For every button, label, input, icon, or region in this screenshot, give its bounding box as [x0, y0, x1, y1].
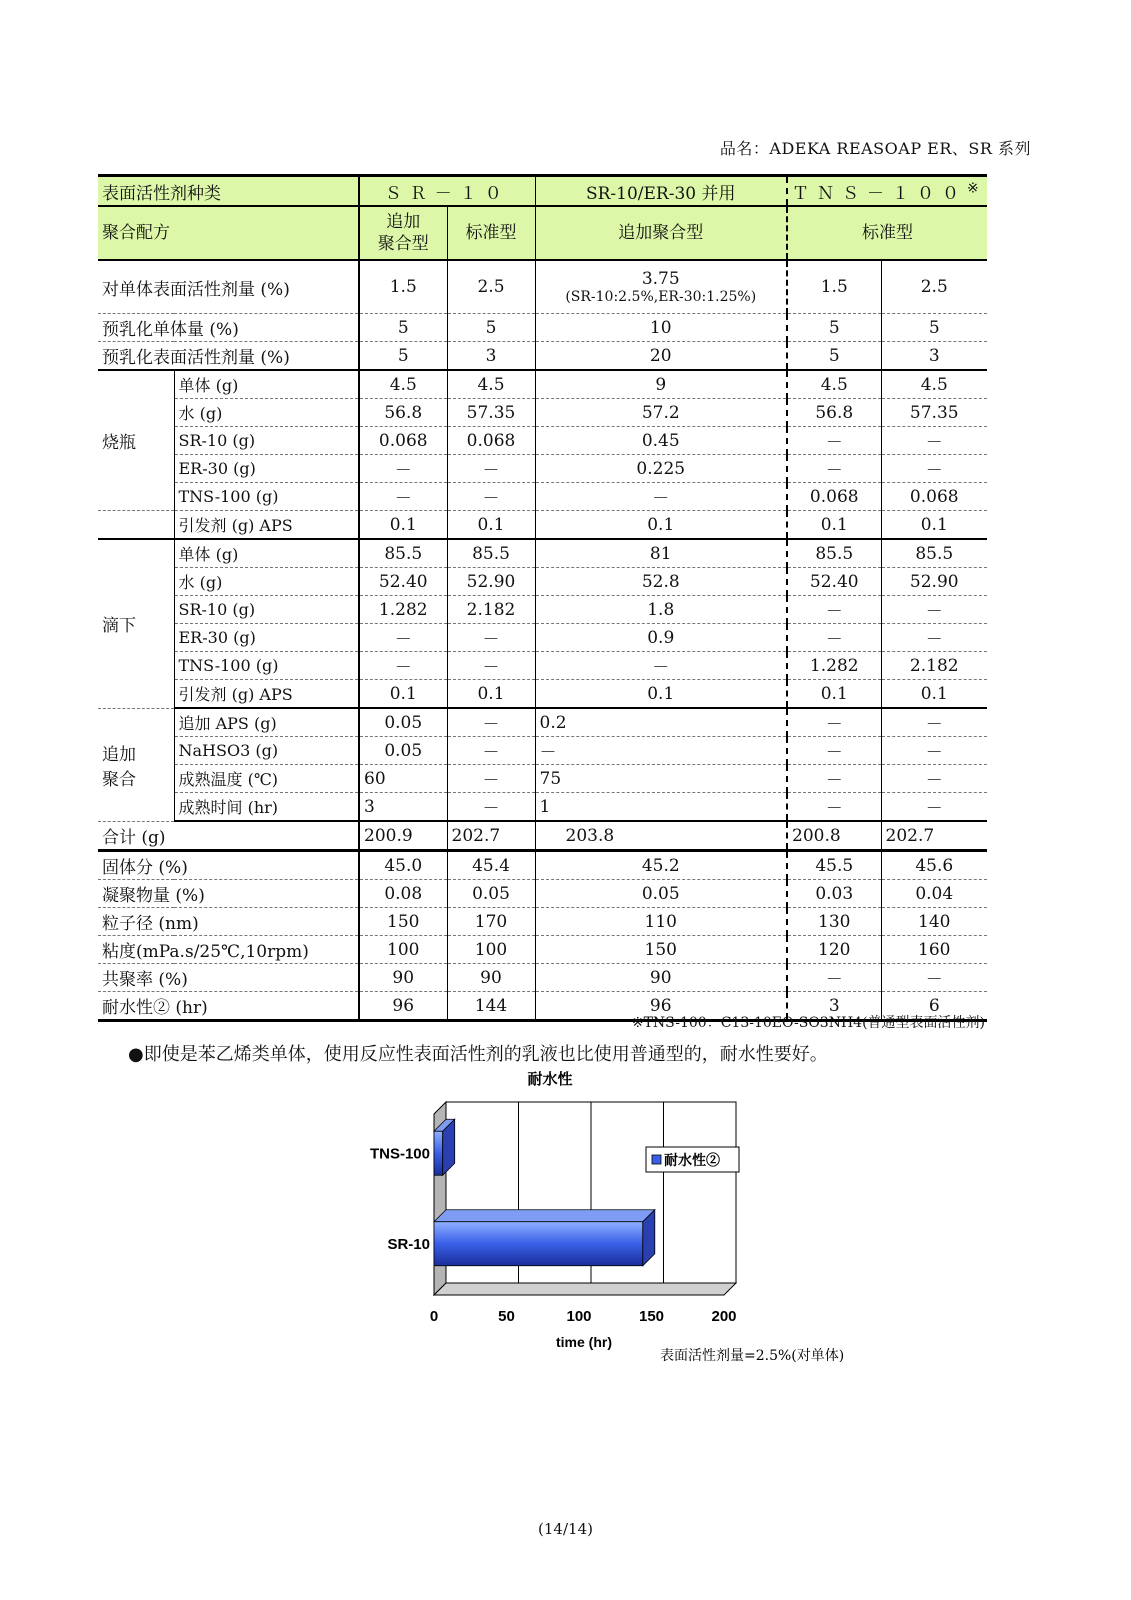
product-label: 品名：ADEKA REASOAP ER、SR 系列 [719, 139, 1031, 158]
bar-top [434, 1210, 655, 1222]
table-row: 烧瓶 单体 (g) 4.5 4.5 9 4.5 4.5 [98, 370, 987, 399]
table-row: ER-30 (g) － － 0.9 － － [98, 624, 987, 652]
chart-floor [434, 1283, 736, 1295]
header-tns-standard: 标准型 [787, 206, 987, 260]
table-row: TNS-100 (g) － － － 0.068 0.068 [98, 483, 987, 511]
legend [646, 1147, 739, 1172]
bullet-text: ●即使是苯乙烯类单体，使用反应性表面活性剂的乳液也比使用普通型的，耐水性要好。 [128, 1044, 828, 1065]
x-tick-label: 50 [498, 1308, 515, 1325]
table-row: 成熟时间 (hr) 3 － 1 － － [98, 793, 987, 822]
table-row: NaHSO3 (g) 0.05 － － － － [98, 737, 987, 765]
bar [434, 1131, 443, 1175]
table-row: 对单体表面活性剂量 (%) 1.5 2.5 3.75 (SR-10:2.5%,ER-30:1.25%) 1.5 2.5 [98, 260, 987, 314]
table-row: ER-30 (g) － － 0.225 － － [98, 455, 987, 483]
header-combo-add: 追加聚合型 [535, 206, 787, 260]
table-row: 水 (g) 52.40 52.90 52.8 52.40 52.90 [98, 568, 987, 596]
table-row: SR-10 (g) 1.282 2.182 1.8 － － [98, 596, 987, 624]
legend-label: 耐水性② [664, 1152, 720, 1168]
table-row: 耐水性② (hr) 96 144 96 3 6 [98, 992, 987, 1021]
footnote-mark: ※ [967, 179, 987, 196]
x-tick-label: 200 [711, 1308, 737, 1325]
table-row: 粒子径 (nm) 150 170 110 130 140 [98, 908, 987, 936]
header-add-poly: 追加 聚合型 [359, 206, 447, 260]
group-add-poly: 追加 聚合 [98, 708, 174, 821]
legend-swatch [652, 1155, 661, 1164]
total-row: 合计 (g) 200.9 202.7 203.8 200.8 202.7 [98, 821, 987, 851]
header-sr10: ＳＲ－１０ [359, 176, 535, 207]
chart-title: 耐水性 [527, 1071, 573, 1088]
table-row: 滴下 单体 (g) 85.5 85.5 81 85.5 85.5 [98, 539, 987, 568]
header-tns100: ＴＮＳ－１００※ [787, 176, 987, 207]
table-row: SR-10 (g) 0.068 0.068 0.45 － － [98, 427, 987, 455]
table-row: 引发剂 (g) APS 0.1 0.1 0.1 0.1 0.1 [98, 680, 987, 709]
table-row: 预乳化单体量 (%) 5 5 10 5 5 [98, 314, 987, 342]
header-combo: SR-10/ER-30 并用 [535, 176, 787, 207]
header-recipe-label: 聚合配方 [98, 206, 359, 260]
footnote: ※TNS-100：C13-10EO-SO3NH4(普通型表面活性剂) [631, 1015, 985, 1031]
plot-area [370, 1102, 737, 1325]
header-standard: 标准型 [447, 206, 535, 260]
table-row: 共聚率 (%) 90 90 90 － － [98, 964, 987, 992]
table-row: 粘度(mPa.s/25℃,10rpm) 100 100 150 120 160 [98, 936, 987, 964]
group-flask: 烧瓶 [98, 370, 174, 511]
header-surfactant-label: 表面活性剂种类 [98, 176, 359, 207]
x-axis-label: time (hr) [556, 1334, 612, 1350]
table-row: 水 (g) 56.8 57.35 57.2 56.8 57.35 [98, 399, 987, 427]
bar [434, 1222, 643, 1266]
table-row: 预乳化表面活性剂量 (%) 5 3 20 5 3 [98, 342, 987, 371]
chart-note: 表面活性剂量=2.5%(对单体) [660, 1348, 845, 1364]
y-category-label: TNS-100 [369, 1145, 430, 1163]
table-row: TNS-100 (g) － － － 1.282 2.182 [98, 652, 987, 680]
table-row: 固体分 (%) 45.0 45.4 45.2 45.5 45.6 [98, 851, 987, 880]
x-tick-label: 0 [429, 1308, 439, 1325]
group-drip: 滴下 [98, 539, 174, 708]
x-tick-label: 100 [566, 1308, 592, 1325]
y-category-label: SR-10 [387, 1235, 430, 1253]
table-row: 成熟温度 (℃) 60 － 75 － － [98, 765, 987, 793]
table-row: 追加 聚合 追加 APS (g) 0.05 － 0.2 － － [98, 708, 987, 737]
table-row: 引发剂 (g) APS 0.1 0.1 0.1 0.1 0.1 [98, 511, 987, 540]
table-row: 凝聚物量 (%) 0.08 0.05 0.05 0.03 0.04 [98, 880, 987, 908]
page-number: (14/14) [538, 1520, 593, 1538]
x-tick-label: 150 [638, 1308, 665, 1325]
